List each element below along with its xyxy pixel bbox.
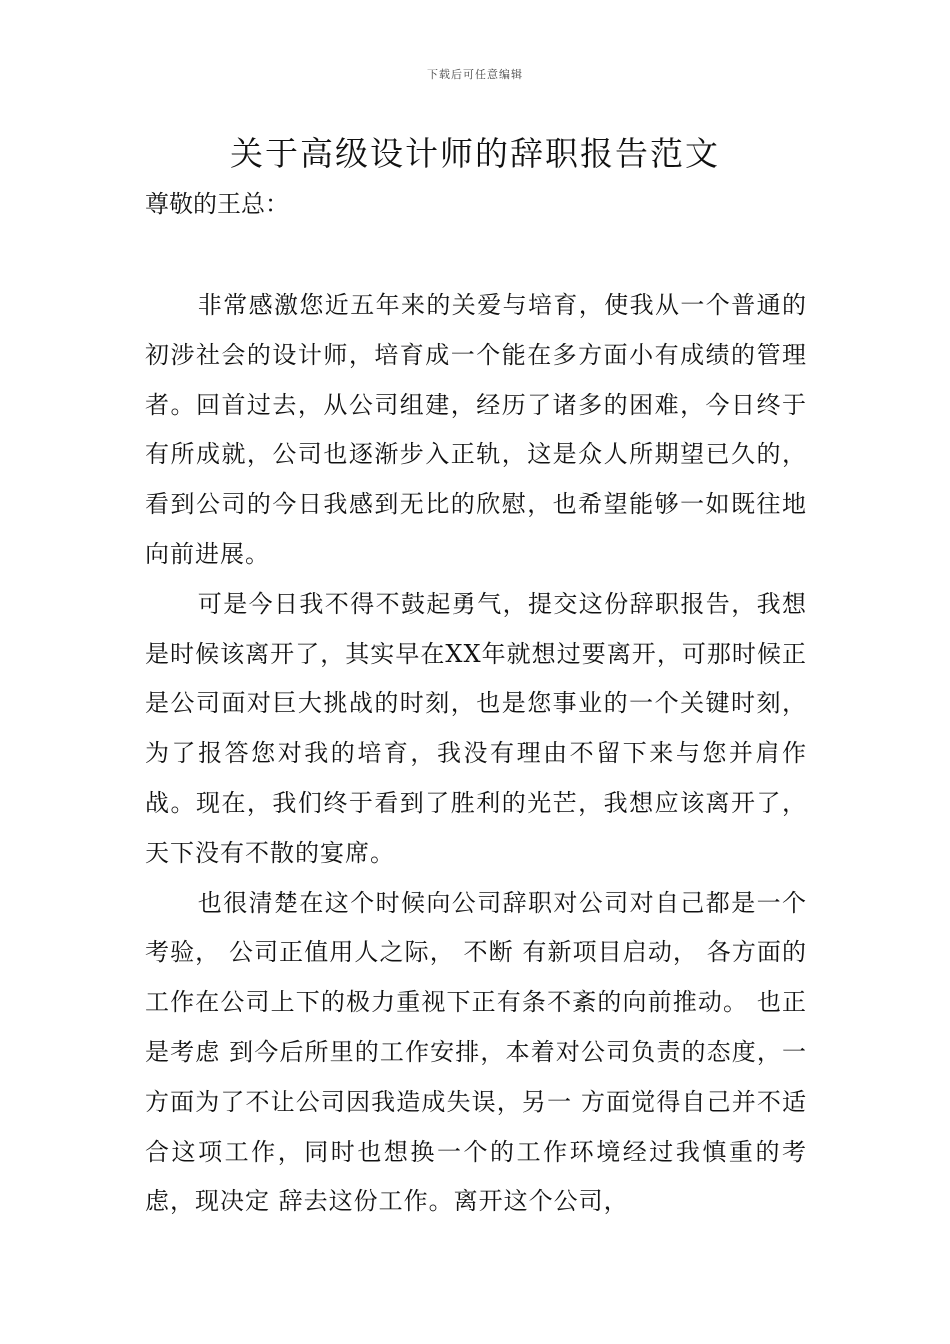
paragraph-resignation-reason: 可是今日我不得不鼓起勇气，提交这份辞职报告，我想是时候该离开了，其实早在XX年就想过要离开，可那时候正是公司面对巨大挑战的时刻，也是您事业的一个关键时刻，为了报答您对我的培育，我没有理由不留下来与您并肩作战。现在，我们终于看到了胜利的光芒，我想应该离开了，天下没有不散的宴席。: [145, 589, 807, 867]
header-note: 下载后可任意编辑: [427, 68, 523, 81]
paragraph-gratitude: 非常感激您近五年来的关爱与培育，使我从一个普通的初涉社会的设计师，培育成一个能在多方面小有成绩的管理者。回首过去，从公司组建，经历了诸多的困难，今日终于有所成就，公司也逐渐步入正轨，这是众人所期望已久的，看到公司的今日我感到无比的欣慰，也希望能够一如既往地向前进展。: [145, 291, 807, 568]
document-title: 关于高级设计师的辞职报告范文: [230, 134, 720, 173]
paragraph-decision: 也很清楚在这个时候向公司辞职对公司对自己都是一个考验， 公司正值用人之际， 不断 有新项目启动， 各方面的工作在公司上下的极力重视下正有条不紊的向前推动。 也正是考虑 到今后所里的工作安排，本着对公司负责的态度，一方面为了不让公司因我造成失误，另一 方面觉得自己并不适合这项工作，同时也想换一个的工作环境经过我慎重的考虑，现决定 辞去这份工作。离开这个公司，: [145, 888, 807, 1216]
document-body: [145, 281, 807, 1227]
salutation: 尊敬的王总：: [145, 190, 289, 218]
